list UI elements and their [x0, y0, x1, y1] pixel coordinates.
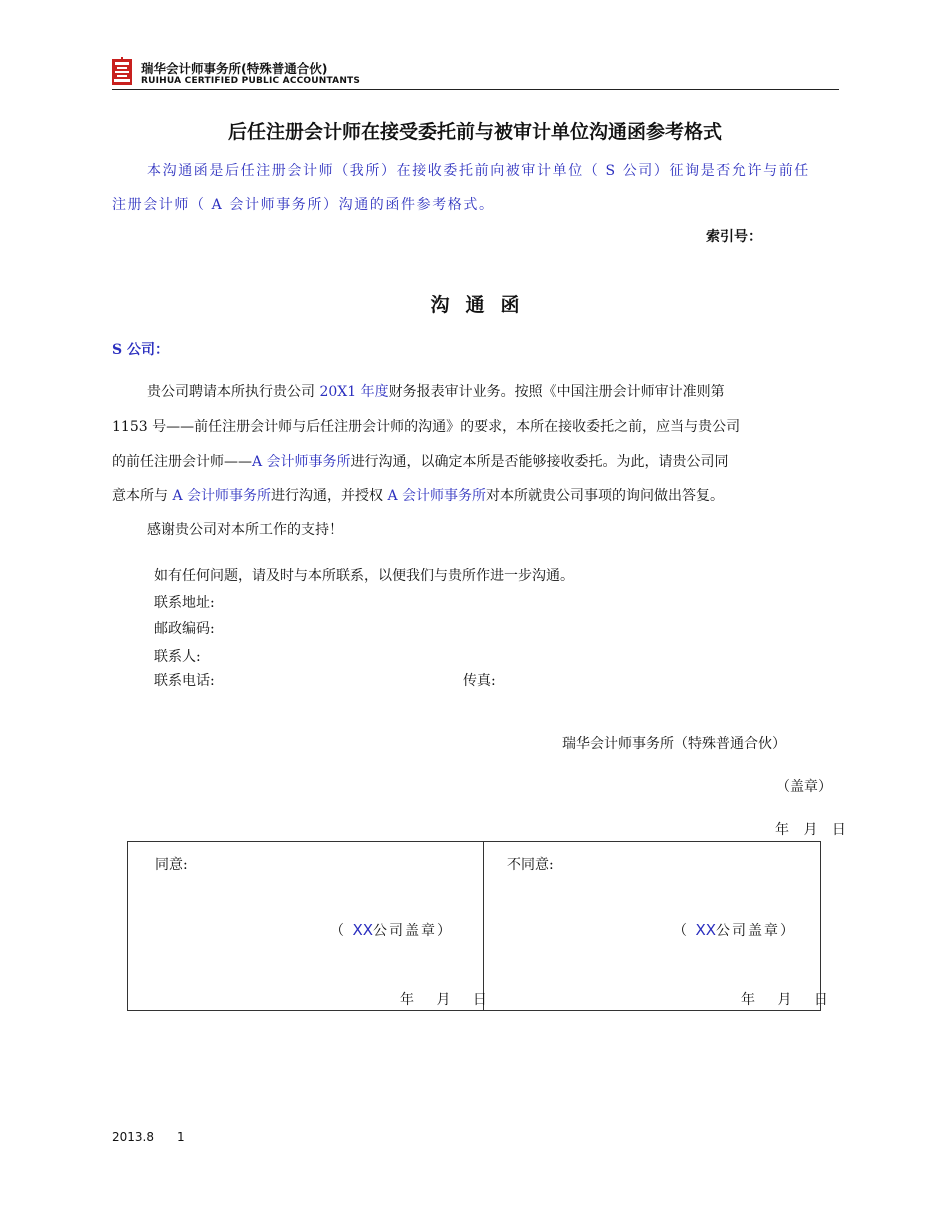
company-placeholder: XX — [352, 921, 374, 939]
fax-label: 传真: — [463, 673, 496, 689]
disagree-label: 不同意: — [507, 857, 554, 873]
paragraph-line-3: 的前任注册会计师——A 会计师事务所进行沟通，以确定本所是否能够接收委托。为此，请贵公司同 — [112, 454, 729, 470]
intro-line-2: 注册会计师（ A 会计师事务所）沟通的函件参考格式。 — [112, 197, 495, 213]
signature-firm: 瑞华会计师事务所（特殊普通合伙） — [562, 736, 786, 752]
postcode-label: 邮政编码: — [154, 621, 215, 637]
firm-name-en: RUIHUA CERTIFIED PUBLIC ACCOUNTANTS — [141, 76, 361, 86]
contact-intro: 如有任何问题，请及时与本所联系，以便我们与贵所作进一步沟通。 — [154, 568, 574, 584]
company-placeholder: XX — [695, 921, 717, 939]
address-label: 联系地址: — [154, 595, 215, 611]
audit-year: 20X1 年度 — [319, 384, 389, 400]
paragraph-line-2: 1153 号——前任注册会计师与后任注册会计师的沟通》的要求，本所在接收委托之前，应当与贵公司 — [112, 419, 741, 435]
predecessor-firm: A 会计师事务所 — [172, 488, 272, 504]
salutation: S 公司： — [112, 342, 169, 358]
disagree-stamp-placeholder: （ XX公司盖章） — [673, 921, 797, 939]
agree-date: 年 月 日 — [400, 992, 496, 1008]
reply-table-divider — [483, 841, 484, 1011]
paragraph-line-4: 意本所与 A 会计师事务所进行沟通，并授权 A 会计师事务所对本所就贵公司事项的询问做出答复。 — [112, 488, 725, 504]
paragraph-line-1: 贵公司聘请本所执行贵公司 20X1 年度财务报表审计业务。按照《中国注册会计师审计准则第 — [147, 384, 725, 400]
firm-name-cn: 瑞华会计师事务所(特殊普通合伙) — [141, 61, 328, 76]
footer-version: 2013.8 — [112, 1130, 154, 1144]
seal-label: （盖章） — [776, 779, 832, 795]
disagree-date: 年 月 日 — [741, 992, 837, 1008]
document-title: 后任注册会计师在接受委托前与被审计单位沟通函参考格式 — [227, 121, 722, 143]
predecessor-firm: A 会计师事务所 — [252, 454, 351, 470]
index-number-label: 索引号： — [706, 229, 762, 245]
intro-line-1: 本沟通函是后任注册会计师（我所）在接收委托前向被审计单位（ S 公司）征询是否允许与前任 — [147, 163, 810, 179]
letter-title: 沟通函 — [430, 294, 536, 316]
agree-label: 同意: — [155, 857, 188, 873]
letter-date: 年 月 日 — [775, 822, 851, 838]
building-seal-icon — [112, 57, 132, 87]
predecessor-firm: A 会计师事务所 — [387, 488, 487, 504]
phone-label: 联系电话: — [154, 673, 215, 689]
thanks-line: 感谢贵公司对本所工作的支持！ — [147, 522, 343, 538]
header-divider — [112, 89, 839, 90]
footer-page-number: 1 — [177, 1130, 185, 1144]
contact-person-label: 联系人: — [154, 649, 201, 665]
agree-stamp-placeholder: （ XX公司盖章） — [330, 921, 454, 939]
